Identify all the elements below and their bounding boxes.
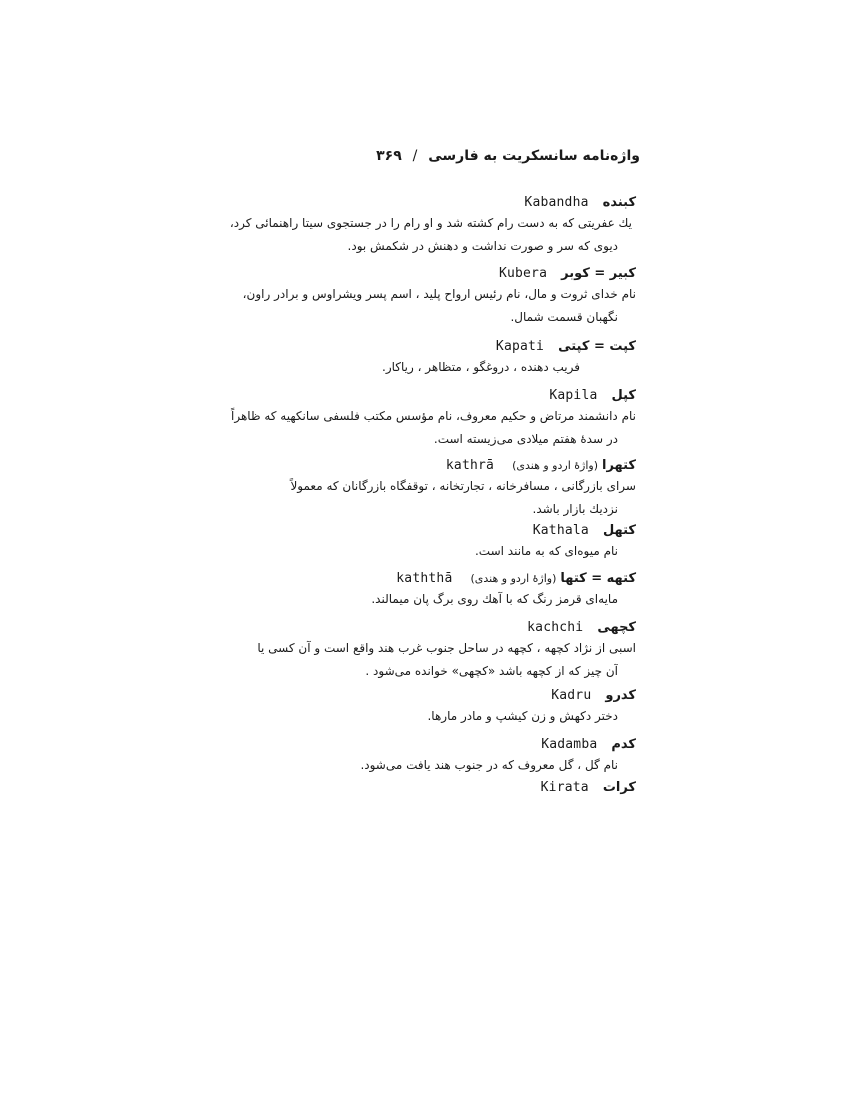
- entry-kirata: [200, 775, 636, 797]
- definition-line: مایه‌ای قرمز رنگ که با آهك روی برگ پان میمالند.: [371, 592, 618, 606]
- headword-persian: کتهرا: [602, 458, 636, 473]
- definition-line: فریب دهنده ، دروغگو ، متظاهر ، ریاکار.: [382, 360, 580, 374]
- headword-latin: Kadamba: [541, 737, 598, 752]
- headword-latin: kaththā: [396, 571, 453, 586]
- entry-kubera: [200, 261, 636, 329]
- headword-persian: کپت = کپتی: [558, 339, 636, 354]
- headword-persian: کپل: [611, 388, 636, 403]
- definition-line: نام میوه‌ای که به مانند است.: [474, 544, 618, 558]
- definition-line: نام خدای ثروت و مال، نام رئیس ارواح پلید ، اسم پسر ویشراوس و برادر راون،: [242, 287, 636, 301]
- definition-line: نگهبان قسمت شمال.: [510, 310, 618, 324]
- entry-headword: [200, 566, 636, 588]
- entry-kabandha: [200, 190, 636, 258]
- definition-line: آن چیز که از کچهه باشد «کچهی» خوانده می‌شود .: [365, 664, 618, 678]
- definition-line: نزدیك بازار باشد.: [532, 502, 618, 516]
- headword-persian: کتهل: [602, 523, 636, 538]
- entry-headword: [200, 615, 636, 637]
- entry-kapila: [200, 383, 636, 451]
- definition-line: نام دانشمند مرتاض و حکیم معروف، نام مؤسس مکتب فلسفی سانکهیه که ظاهراً: [231, 409, 636, 423]
- headword-persian: کبیر = کوبر: [561, 266, 636, 281]
- headword-latin: Kadru: [551, 688, 592, 703]
- entry-headword: [200, 683, 636, 705]
- headword-persian: کرات: [602, 780, 636, 795]
- headword-note: (واژهٔ اردو و هندی): [512, 459, 598, 472]
- entry-headword: [200, 775, 636, 797]
- entry-headword: [200, 518, 636, 540]
- definition-line: در سدهٔ هفتم میلادی می‌زیسته است.: [433, 432, 618, 446]
- headword-latin: kathrā: [445, 458, 495, 473]
- definition-line: نام گل ، گل معروف که در جنوب هند یافت می‌شود.: [360, 758, 618, 772]
- entry-kachchi: [200, 615, 636, 683]
- entry-kathala: [200, 518, 636, 563]
- entry-headword: [200, 334, 636, 356]
- header-title: واژه‌نامه سانسکریت به فارسی: [428, 148, 640, 164]
- headword-latin: Kirata: [540, 780, 589, 795]
- entry-headword: [200, 261, 636, 283]
- entry-headword: [200, 190, 636, 212]
- entry-kadru: [200, 683, 636, 728]
- running-header: [230, 148, 640, 172]
- entry-kapati: [200, 334, 636, 379]
- headword-latin: Kabandha: [524, 195, 589, 210]
- definition-line: دیوی که سر و صورت نداشت و دهنش در شکمش بود.: [347, 239, 618, 253]
- headword-latin: Kapati: [495, 339, 545, 354]
- headword-latin: Kathala: [532, 523, 589, 538]
- entry-headword: [200, 732, 636, 754]
- entry-kaththa: [200, 566, 636, 611]
- page-number: ۳۶۹: [376, 148, 402, 164]
- header-separator: /: [412, 148, 418, 164]
- headword-latin: kachchi: [527, 620, 584, 635]
- definition-line: سرای بازرگانی ، مسافرخانه ، تجارتخانه ، توقفگاه بازرگانان که معمولاً: [290, 479, 636, 493]
- headword-persian: کدم: [611, 737, 636, 752]
- entry-kathra: [200, 453, 636, 521]
- headword-persian: کبنده: [602, 195, 636, 210]
- entry-headword: [200, 453, 636, 475]
- definition-line: دختر دکهش و زن کیشپ و مادر مارها.: [427, 709, 618, 723]
- headword-persian: کچهی: [597, 620, 636, 635]
- entry-kadamba: [200, 732, 636, 777]
- entry-headword: [200, 383, 636, 405]
- definition-line: اسبی از نژاد کچهه ، کچهه در ساحل جنوب غرب هند واقع است و آن کسی یا: [257, 641, 636, 655]
- headword-persian: کتهه = کتها: [560, 571, 636, 586]
- headword-latin: Kapila: [549, 388, 598, 403]
- headword-note: (واژهٔ اردو و هندی): [470, 572, 557, 585]
- headword-latin: Kubera: [498, 266, 548, 281]
- headword-persian: کدرو: [605, 688, 636, 703]
- definition-line: یك عفریتی که به دست رام کشته شد و او رام را در جستجوی سیتا راهنمائی کرد،: [229, 216, 632, 230]
